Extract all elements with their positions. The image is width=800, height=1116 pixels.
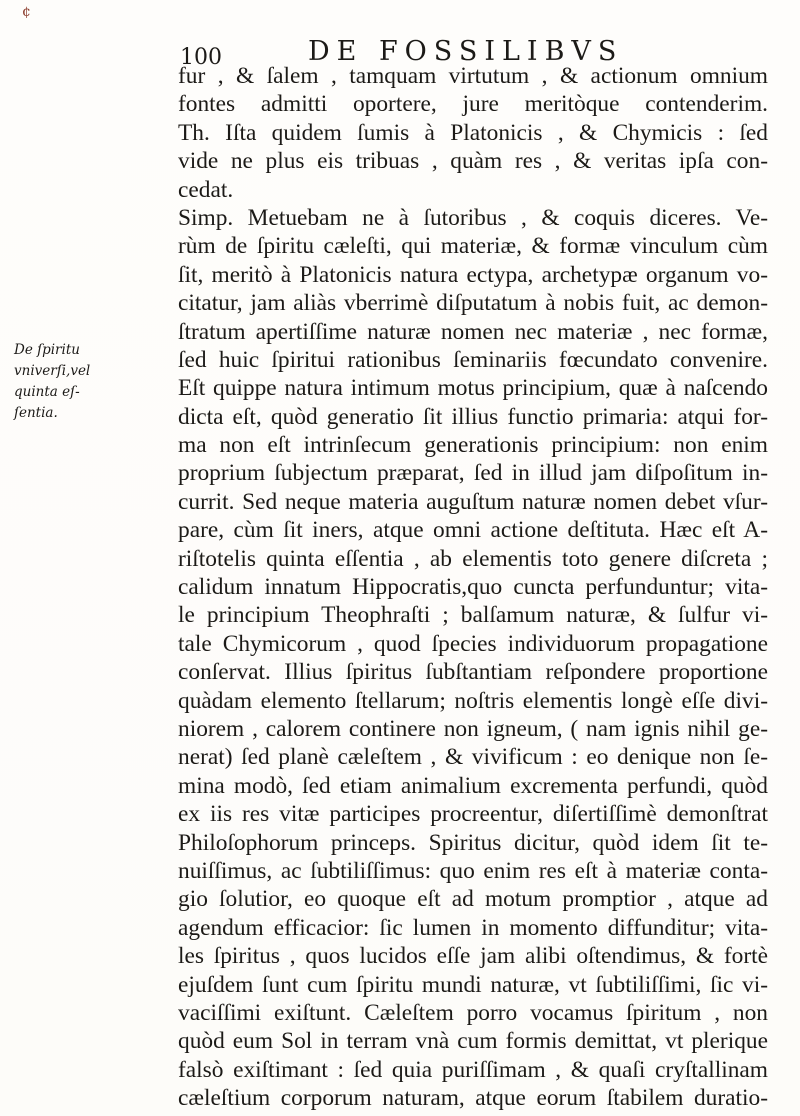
text-line: currit. Sed neque materia auguſtum naturæ nomen debet vſur- — [178, 488, 768, 515]
margin-note-line: vniverſi,vel — [14, 363, 91, 379]
text-line: ſit, meritò à Platonicis natura ectypa, archetypæ organum vo- — [178, 261, 768, 288]
text-line: fur , & ſalem , tamquam virtutum , & actionum omnium — [178, 63, 768, 89]
text-line: les ſpiritus , quos lucidos eſſe jam alibi oſtendimus, & fortè — [178, 943, 768, 970]
text-line: ſtratum apertiſſime naturæ nomen nec materiæ , nec formæ, — [178, 318, 768, 345]
margin-note-line: quinta eſ- — [14, 384, 80, 400]
page-number: 100 — [180, 45, 222, 70]
corner-mark: ¢ — [22, 4, 31, 20]
text-line: Eſt quippe natura intimum motus principium, quæ à naſcendo — [178, 375, 768, 402]
text-line: nerat) ſed planè cæleſtem , & vivificum : eo denique non ſe- — [178, 744, 768, 771]
text-line: conſervat. Illius ſpiritus ſubſtantiam reſpondere proportione — [178, 659, 768, 686]
text-line: vaciſſimi exiſtunt. Cæleſtem porro vocamus ſpiritum , non — [178, 999, 768, 1026]
text-line: dicta eſt, quòd generatio ſit illius functio primaria: atqui for- — [178, 403, 768, 430]
text-line: Th. Iſta quidem ſumis à Platonicis , & Chymicis : ſed — [178, 119, 768, 146]
text-line: proprium ſubjectum præparat, ſed in illud jam diſpoſitum in- — [178, 460, 768, 487]
text-line: niorem , calorem continere non igneum, ( nam ignis nihil ge- — [178, 715, 768, 742]
text-line: cæleſtium corporum naturam, atque eorum ſtabilem duratio- — [178, 1085, 768, 1112]
text-line: riſtotelis quinta eſſentia , ab elementis toto genere diſcreta ; — [178, 545, 768, 572]
text-line: rùm de ſpiritu cæleſti, qui materiæ, & formæ vinculum cùm — [178, 233, 768, 260]
margin-note — [14, 340, 146, 424]
text-line: tale Chymicorum , quod ſpecies individuorum propagatione — [178, 630, 768, 657]
running-head: DE FOSSILIBVS — [308, 36, 624, 67]
text-line: calidum innatum Hippocratis,quo cuncta perfunduntur; vita- — [178, 574, 768, 601]
margin-note-line: ſentia. — [14, 405, 58, 421]
text-line: citatur, jam aliàs vberrimè diſputatum à nobis fuit, ac demon- — [178, 290, 768, 317]
body-text — [178, 62, 768, 1112]
text-line: cedat. — [178, 176, 234, 203]
text-line: quàdam elemento ſtellarum; noſtris elementis longè eſſe divi- — [178, 687, 768, 714]
text-line: mina modò, ſed etiam animalium excrementa perfundi, quòd — [178, 772, 768, 799]
text-line: falsò exiſtimant : ſed quia puriſſimam , & quaſi cryſtallinam — [178, 1056, 768, 1083]
text-line: ma non eſt intrinſecum generationis principium: non enim — [178, 432, 768, 459]
text-line: ſed huic ſpiritui rationibus ſeminariis fœcundato convenire. — [178, 346, 768, 373]
text-line: le principium Theophraſti ; balſamum naturæ, & ſulfur vi- — [178, 602, 768, 629]
text-line: vide ne plus eis tribuas , quàm res , & veritas ipſa con- — [178, 148, 768, 175]
text-line: quòd eum Sol in terram vnà cum formis demittat, vt plerique — [178, 1028, 768, 1055]
margin-note-line: De ſpiritu — [14, 342, 80, 358]
text-line: ejuſdem ſunt cum ſpiritu mundi naturæ, vt ſubtiliſſimi, ſic vi- — [178, 971, 768, 998]
text-line: fontes admitti oportere, jure meritòque contenderim. — [178, 91, 768, 118]
text-line: agendum efficacior: ſic lumen in momento diffunditur; vita- — [178, 914, 768, 941]
text-line: Philoſophorum princeps. Spiritus dicitur, quòd idem ſit te- — [178, 829, 768, 856]
text-line: pare, cùm ſit iners, atque omni actione deſtituta. Hæc eſt A- — [178, 517, 768, 544]
text-line: nuiſſimus, ac ſubtiliſſimus: quo enim res eſt à materiæ conta- — [178, 857, 768, 884]
text-line: ex iis res vitæ participes procreentur, diſertiſſimè demonſtrat — [178, 801, 768, 828]
text-line: gio ſolutior, eo quoque eſt ad motum promptior , atque ad — [178, 886, 768, 913]
text-line: Simp. Metuebam ne à ſutoribus , & coquis diceres. Ve- — [178, 204, 768, 231]
